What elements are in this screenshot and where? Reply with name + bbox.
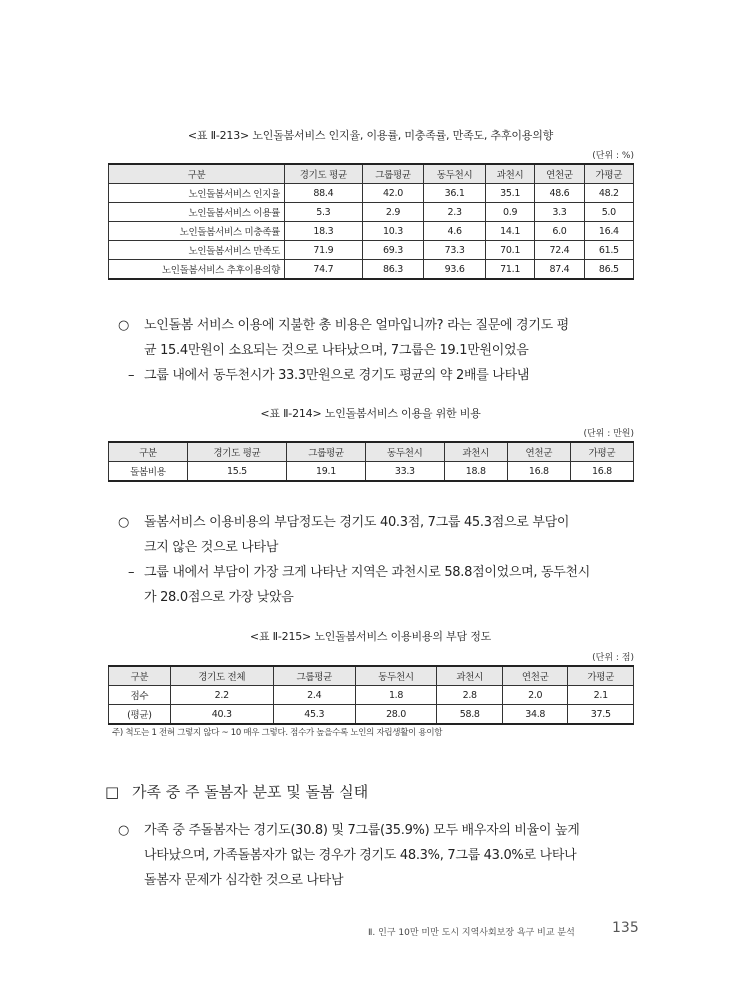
table-213-unit: (단위 : %) (592, 151, 634, 161)
column-header: 구분 (109, 164, 285, 184)
column-header: 연천군 (535, 164, 584, 184)
table-cell: 1.8 (355, 686, 437, 705)
table-215-unit: (단위 : 점) (592, 653, 634, 663)
para-3-line-2: 나타났으며, 가족돌봄자가 없는 경우가 경기도 48.3%, 7그룹 43.0%로 나타나 (144, 848, 577, 863)
paragraph-1 (118, 313, 638, 388)
table-cell: 19.1 (287, 462, 366, 482)
table-cell: 14.1 (485, 222, 534, 241)
table-cell: 18.3 (285, 222, 363, 241)
column-header: 동두천시 (355, 666, 437, 686)
table-cell: 35.1 (485, 184, 534, 203)
column-header: 과천시 (485, 164, 534, 184)
row-label: 노인돌봄서비스 추후이용의향 (109, 260, 285, 280)
paragraph-2 (118, 510, 638, 610)
column-header: 가평군 (570, 442, 633, 462)
row-label: 점수 (109, 686, 171, 705)
table-cell: 86.5 (584, 260, 633, 280)
table-cell: 15.5 (187, 462, 286, 482)
table-cell: 5.3 (285, 203, 363, 222)
table-cell: 2.4 (273, 686, 355, 705)
page-number: 135 (612, 920, 639, 936)
para-2-sub-line-1: 그룹 내에서 부담이 가장 크게 나타난 지역은 과천시로 58.8점이었으며, 동두천시 (144, 565, 591, 580)
table-cell: 74.7 (285, 260, 363, 280)
bullet-circle: ○ (118, 515, 130, 530)
table-cell: 40.3 (170, 705, 273, 725)
column-header: 과천시 (444, 442, 507, 462)
table-cell: 48.6 (535, 184, 584, 203)
table-cell: 42.0 (362, 184, 424, 203)
table-cell: 37.5 (568, 705, 634, 725)
table-cell: 16.8 (507, 462, 570, 482)
row-label: 노인돌봄서비스 만족도 (109, 241, 285, 260)
column-header: 과천시 (437, 666, 503, 686)
section-title: 가족 중 주 돌봄자 분포 및 돌봄 실태 (131, 783, 369, 801)
column-header: 구분 (109, 442, 188, 462)
paragraph-3 (118, 818, 638, 893)
table-cell: 10.3 (362, 222, 424, 241)
table-214-unit: (단위 : 만원) (583, 429, 634, 439)
column-header: 그룹평균 (362, 164, 424, 184)
table-header-row (109, 666, 634, 686)
para-1-sub-line-1: 그룹 내에서 동두천시가 33.3만원으로 경기도 평균의 약 2배를 나타냄 (144, 368, 530, 383)
para-2-line-2: 크지 않은 것으로 나타남 (144, 540, 279, 555)
section-box-icon: □ (105, 783, 120, 801)
column-header: 가평군 (584, 164, 633, 184)
table-cell: 93.6 (424, 260, 486, 280)
table-cell: 71.1 (485, 260, 534, 280)
table-cell: 61.5 (584, 241, 633, 260)
table-cell: 73.3 (424, 241, 486, 260)
table-cell: 3.3 (535, 203, 584, 222)
table-row (109, 686, 634, 705)
table-cell: 86.3 (362, 260, 424, 280)
table-cell: 87.4 (535, 260, 584, 280)
table-header-row (109, 164, 634, 184)
column-header: 경기도 평균 (285, 164, 363, 184)
table-cell: 2.9 (362, 203, 424, 222)
table-215-caption: <표 Ⅱ-215> 노인돌봄서비스 이용비용의 부담 정도 (249, 630, 492, 643)
table-header-row (109, 442, 634, 462)
para-3-line-3: 돌봄자 문제가 심각한 것으로 나타남 (144, 873, 344, 888)
table-214-caption: <표 Ⅱ-214> 노인돌봄서비스 이용을 위한 비용 (260, 407, 481, 420)
column-header: 동두천시 (424, 164, 486, 184)
table-cell: 2.3 (424, 203, 486, 222)
table-row (109, 260, 634, 280)
table-row (109, 203, 634, 222)
column-header: 경기도 평균 (187, 442, 286, 462)
table-cell: 16.8 (570, 462, 633, 482)
table-cell: 70.1 (485, 241, 534, 260)
table-cell: 6.0 (535, 222, 584, 241)
table-row (109, 705, 634, 725)
table-row (109, 241, 634, 260)
table-cell: 28.0 (355, 705, 437, 725)
table-215-note: 주) 척도는 1 전혀 그렇지 않다 ~ 10 매우 그렇다. 점수가 높을수록 노인의 자립생활이 용이함 (112, 728, 443, 738)
table-cell: 0.9 (485, 203, 534, 222)
row-label: 노인돌봄서비스 인지율 (109, 184, 285, 203)
table-row (109, 184, 634, 203)
table-cell: 69.3 (362, 241, 424, 260)
table-213-caption: <표 Ⅱ-213> 노인돌봄서비스 인지율, 이용률, 미충족률, 만족도, 추후이용의향 (187, 129, 554, 142)
bullet-circle: ○ (118, 318, 130, 333)
table-row (109, 222, 634, 241)
table-cell: 33.3 (365, 462, 444, 482)
row-label: (평균) (109, 705, 171, 725)
table-cell: 4.6 (424, 222, 486, 241)
column-header: 연천군 (502, 666, 568, 686)
table-214 (108, 441, 634, 482)
table-cell: 2.1 (568, 686, 634, 705)
column-header: 가평군 (568, 666, 634, 686)
table-215 (108, 665, 634, 725)
running-footer: Ⅱ. 인구 10만 미만 도시 지역사회보장 욕구 비교 분석 (368, 928, 575, 938)
row-label: 노인돌봄서비스 이용률 (109, 203, 285, 222)
table-cell: 2.8 (437, 686, 503, 705)
table-cell: 45.3 (273, 705, 355, 725)
section-heading (105, 781, 368, 802)
table-213 (108, 163, 634, 280)
table-row (109, 462, 634, 482)
table-cell: 71.9 (285, 241, 363, 260)
para-2-line-1: 돌봄서비스 이용비용의 부담정도는 경기도 40.3점, 7그룹 45.3점으로 부담이 (144, 515, 570, 530)
column-header: 연천군 (507, 442, 570, 462)
bullet-dash: – (128, 565, 135, 580)
row-label: 노인돌봄서비스 미충족률 (109, 222, 285, 241)
row-label: 돌봄비용 (109, 462, 188, 482)
column-header: 그룹평균 (287, 442, 366, 462)
bullet-circle: ○ (118, 823, 130, 838)
table-cell: 16.4 (584, 222, 633, 241)
table-cell: 88.4 (285, 184, 363, 203)
table-cell: 72.4 (535, 241, 584, 260)
table-cell: 48.2 (584, 184, 633, 203)
table-cell: 34.8 (502, 705, 568, 725)
column-header: 경기도 전체 (170, 666, 273, 686)
para-2-sub-line-2: 가 28.0점으로 가장 낮았음 (144, 590, 294, 605)
table-cell: 2.2 (170, 686, 273, 705)
bullet-dash: – (128, 368, 135, 383)
column-header: 구분 (109, 666, 171, 686)
table-cell: 18.8 (444, 462, 507, 482)
table-cell: 2.0 (502, 686, 568, 705)
table-cell: 5.0 (584, 203, 633, 222)
column-header: 그룹평균 (273, 666, 355, 686)
table-cell: 36.1 (424, 184, 486, 203)
para-1-line-1: 노인돌봄 서비스 이용에 지불한 총 비용은 얼마입니까? 라는 질문에 경기도 평 (144, 318, 569, 333)
table-cell: 58.8 (437, 705, 503, 725)
para-1-line-2: 균 15.4만원이 소요되는 것으로 나타났으며, 7그룹은 19.1만원이었음 (144, 343, 529, 358)
para-3-line-1: 가족 중 주돌봄자는 경기도(30.8) 및 7그룹(35.9%) 모두 배우자의 비율이 높게 (144, 823, 580, 838)
column-header: 동두천시 (365, 442, 444, 462)
